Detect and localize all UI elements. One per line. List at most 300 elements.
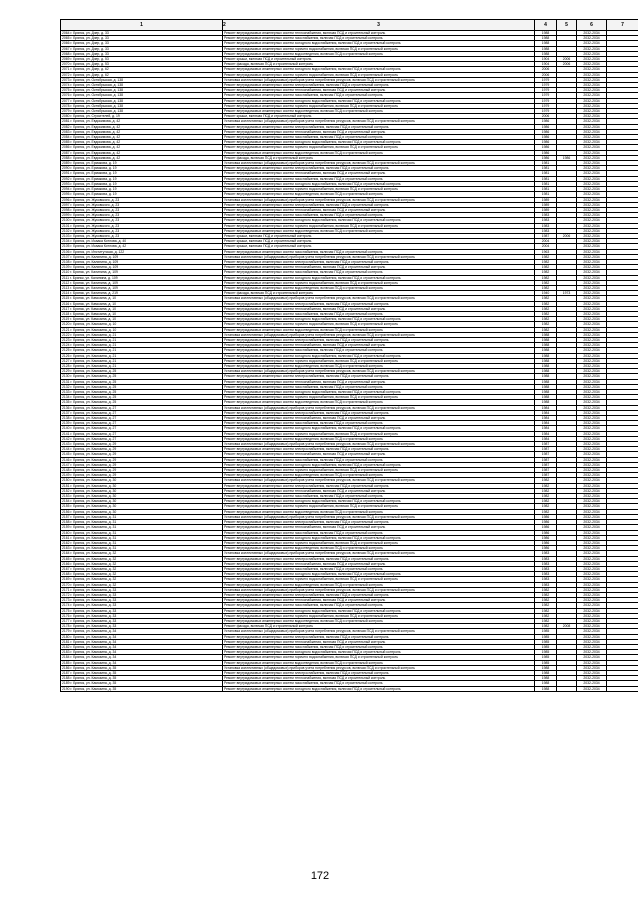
work-type-cell: Ремонт внутридомовых инженерных систем газоснабжения, включая ПСД и строительный контроль <box>223 135 535 140</box>
period-cell: 2032-2034 <box>577 618 607 623</box>
address-text: г. Брянск, ул. Камозина, д. 31 <box>70 525 117 530</box>
period-cell: 2032-2034 <box>577 676 607 681</box>
build-year-cell: 1983 <box>535 582 557 587</box>
row-number: 2088 <box>62 155 70 160</box>
overhaul-year-cell: 1973 <box>557 291 577 296</box>
row-number: 2178 <box>62 624 70 629</box>
work-type-cell: Ремонт внутридомовых инженерных систем электроснабжения, включая ПСД и строительный контроль <box>223 592 535 597</box>
address-text: г. Брянск, ул. Жуковского, д. 23 <box>70 218 120 223</box>
address-text: г. Брянск, ул. Камозина, д. 29 <box>70 452 117 457</box>
address-text: г. Брянск, ул. Камозина, д. 31 <box>70 535 117 540</box>
address-text: г. Брянск, ул. Жуковского, д. 23 <box>70 228 120 233</box>
address-text: г. Брянск, ул. Камозина, д. 25 <box>70 395 117 400</box>
work-type-cell: Ремонт внутридомовых инженерных систем газоснабжения, включая ПСД и строительный контроль <box>223 93 535 98</box>
row-number: 2112 <box>62 280 70 285</box>
period-cell: 2032-2034 <box>577 670 607 675</box>
build-year-cell: 1984 <box>535 436 557 441</box>
period-cell: 2032-2034 <box>577 462 607 467</box>
row-number: 2187 <box>62 670 70 675</box>
address-text: г. Брянск, ул. Дзер, д. 62 <box>70 72 109 77</box>
work-type-cell: Ремонт внутридомовых инженерных систем горячего водоснабжения, включая ПСД и строительный контроль <box>223 540 535 545</box>
row-number: 2103 <box>62 233 70 238</box>
period-cell: 2032-2034 <box>577 322 607 327</box>
build-year-cell: 1986 <box>535 535 557 540</box>
period-cell: 2032-2034 <box>577 202 607 207</box>
build-year-cell: 1982 <box>535 265 557 270</box>
row-number: 2092 <box>62 176 70 181</box>
row-number: 2106 <box>62 249 70 254</box>
row-number: 2123 <box>62 337 70 342</box>
address-text: г. Брянск, ул. Жуковского, д. 23 <box>70 197 120 202</box>
build-year-cell: 1987 <box>535 457 557 462</box>
build-year-cell: 1982 <box>535 317 557 322</box>
build-year-cell: 1979 <box>535 103 557 108</box>
build-year-cell: 1988 <box>535 358 557 363</box>
build-year-cell: 1987 <box>535 468 557 473</box>
address-text: г. Брянск, ул. Камозина, д. 32 <box>70 582 117 587</box>
address-text: г. Брянск, ул. Камозина, д. 33 <box>70 603 117 608</box>
work-type-cell: Ремонт внутридомовых инженерных систем газоснабжения, включая ПСД и строительный контроль <box>223 681 535 686</box>
work-type-cell: Ремонт внутридомовых инженерных систем холодного водоснабжения, включая ПСД и строительный контроль <box>223 499 535 504</box>
table-row <box>61 686 639 691</box>
work-type-cell: Ремонт внутридомовых инженерных систем газоснабжения, включая ПСД и строительный контроль <box>223 311 535 316</box>
period-cell: 2032-2034 <box>577 207 607 212</box>
work-type-cell: Ремонт внутридомовых инженерных систем газоснабжения, включая ПСД и строительный контроль <box>223 494 535 499</box>
row-number: 2070 <box>62 62 70 67</box>
work-type-cell: Ремонт внутридомовых инженерных систем водоотведения, включая ПСД и строительный контроль <box>223 150 535 155</box>
period-cell: 2032-2034 <box>577 660 607 665</box>
build-year-cell: 1983 <box>535 228 557 233</box>
period-cell: 2032-2034 <box>577 145 607 150</box>
period-cell: 2032-2034 <box>577 644 607 649</box>
work-type-cell: Ремонт внутридомовых инженерных систем водоотведения, включая ПСД и строительный контроль <box>223 436 535 441</box>
build-year-cell: 1988 <box>535 379 557 384</box>
work-type-cell: Ремонт крыши, включая ПСД и строительный контроль <box>223 233 535 238</box>
build-year-cell: 1985 <box>535 634 557 639</box>
build-year-cell: 2006 <box>535 72 557 77</box>
work-type-cell: Ремонт внутридомовых инженерных систем теплоснабжения, включая ПСД и строительный контроль <box>223 129 535 134</box>
address-text: г. Брянск, ул. Камозина, д. 35 <box>70 686 117 691</box>
row-number: 2121 <box>62 327 70 332</box>
overhaul-year-cell: 2006 <box>557 57 577 62</box>
build-year-cell: 1988 <box>535 353 557 358</box>
row-number: 2153 <box>62 494 70 499</box>
period-cell: 2032-2034 <box>577 62 607 67</box>
work-type-cell: Ремонт внутридомовых инженерных систем теплоснабжения, включая ПСД и строительный контроль <box>223 561 535 566</box>
row-number: 2154 <box>62 499 70 504</box>
work-type-cell: Ремонт внутридомовых инженерных систем водоотведения, включая ПСД и строительный контроль <box>223 364 535 369</box>
work-type-cell: Ремонт внутридомовых инженерных систем теплоснабжения, включая ПСД и строительный контроль <box>223 31 535 36</box>
row-number: 2185 <box>62 660 70 665</box>
row-number: 2129 <box>62 369 70 374</box>
period-cell: 2032-2034 <box>577 400 607 405</box>
period-cell: 2032-2034 <box>577 483 607 488</box>
address-text: г. Брянск, ул. Октябрьская, д. 138 <box>70 77 124 82</box>
address-text: г. Брянск, ул. Дзер, д. 33 <box>70 31 109 35</box>
work-type-cell: Ремонт внутридомовых инженерных систем водоотведения, включая ПСД и строительный контроль <box>223 400 535 405</box>
address-text: г. Брянск, ул. Калинина, д. 109 <box>70 275 118 280</box>
address-text: г. Брянск, ул. Евдокимова, д. 42 <box>70 145 121 150</box>
row-number: 2093 <box>62 181 70 186</box>
work-type-cell: Ремонт внутридомовых инженерных систем водоотведения, включая ПСД и строительный контроль <box>223 109 535 114</box>
build-year-cell: 1983 <box>535 223 557 228</box>
address-text: г. Брянск, ул. Ермакова, д. 19 <box>70 192 117 197</box>
build-year-cell: 1988 <box>535 348 557 353</box>
build-year-cell: 1982 <box>535 311 557 316</box>
period-cell: 2032-2034 <box>577 540 607 545</box>
work-type-cell: Ремонт внутридомовых инженерных систем водоотведения, включая ПСД и строительный контроль <box>223 51 535 56</box>
work-type-cell: Ремонт внутридомовых инженерных систем холодного водоснабжения, включая ПСД и строительный контроль <box>223 317 535 322</box>
address-text: г. Брянск, ул. Дзер, д. 33 <box>70 51 109 56</box>
row-number: 2155 <box>62 504 70 509</box>
period-cell: 2032-2034 <box>577 624 607 629</box>
row-number: 2148 <box>62 468 70 473</box>
row-number: 2072 <box>62 72 70 77</box>
build-year-cell: 1984 <box>535 421 557 426</box>
row-number: 2107 <box>62 254 70 259</box>
period-cell: 2032-2034 <box>577 374 607 379</box>
work-type-cell: Ремонт внутридомовых инженерных систем теплоснабжения, включая ПСД и строительный контроль <box>223 207 535 212</box>
address-text: г. Брянск, ул. Камозина, д. 33 <box>70 618 117 623</box>
row-number: 2090 <box>62 166 70 171</box>
build-year-cell: 1982 <box>535 598 557 603</box>
build-year-cell: 1982 <box>535 327 557 332</box>
period-cell: 2032-2034 <box>577 124 607 129</box>
address-text: г. Брянск, ул. Камозина, д. 30 <box>70 504 117 509</box>
work-type-cell: Ремонт внутридомовых инженерных систем газоснабжения, включая ПСД и строительный контроль <box>223 36 535 41</box>
period-cell: 2032-2034 <box>577 275 607 280</box>
build-year-cell: 1986 <box>535 525 557 530</box>
build-year-cell: 1982 <box>535 322 557 327</box>
period-cell: 2032-2034 <box>577 452 607 457</box>
work-type-cell: Ремонт внутридомовых инженерных систем теплоснабжения, включая ПСД и строительный контроль <box>223 306 535 311</box>
period-cell: 2032-2034 <box>577 390 607 395</box>
work-type-cell: Ремонт внутридомовых инженерных систем холодного водоснабжения, включая ПСД и строительный контроль <box>223 462 535 467</box>
row-number: 2184 <box>62 655 70 660</box>
build-year-cell: 1940 <box>535 291 557 296</box>
address-text: г. Брянск, ул. Камозина, д. 25 <box>70 390 117 395</box>
build-year-cell: 1981 <box>535 171 557 176</box>
period-cell: 2032-2034 <box>577 72 607 77</box>
period-cell: 2032-2034 <box>577 416 607 421</box>
build-year-cell: 1988 <box>535 384 557 389</box>
build-year-cell: 1981 <box>535 187 557 192</box>
period-cell: 2032-2034 <box>577 520 607 525</box>
build-year-cell: 1984 <box>535 405 557 410</box>
period-cell: 2032-2034 <box>577 311 607 316</box>
build-year-cell: 1981 <box>535 181 557 186</box>
address-text: г. Брянск, ул. Камозина, д. 27 <box>70 416 117 421</box>
build-year-cell: 1988 <box>535 364 557 369</box>
row-number: 2157 <box>62 514 70 519</box>
period-cell: 2032-2034 <box>577 155 607 160</box>
period-cell: 2032-2034 <box>577 530 607 535</box>
address-cell <box>61 686 223 691</box>
address-text: г. Брянск, ул. Камозина, д. 33 <box>70 598 117 603</box>
period-cell: 2032-2034 <box>577 187 607 192</box>
work-type-cell: Ремонт внутридомовых инженерных систем водоотведения, включая ПСД и строительный контроль <box>223 192 535 197</box>
build-year-cell: 1982 <box>535 488 557 493</box>
work-type-cell: Ремонт внутридомовых инженерных систем водоотведения, включая ПСД и строительный контроль <box>223 473 535 478</box>
period-cell: 2032-2034 <box>577 577 607 582</box>
column-header-4: 4 <box>535 20 557 31</box>
address-text: г. Брянск, ул. Камозина, д. 10 <box>70 317 117 322</box>
period-cell: 2032-2034 <box>577 478 607 483</box>
work-type-cell: Установка коллективных (общедомовых) приборов учета потребления ресурсов, включая ПСД и строительный контроль <box>223 254 535 259</box>
work-type-cell: Установка коллективных (общедомовых) приборов учета потребления ресурсов, включая ПСД и строительный контроль <box>223 369 535 374</box>
build-year-cell: 1981 <box>535 192 557 197</box>
work-type-cell: Ремонт внутридомовых инженерных систем горячего водоснабжения, включая ПСД и строительный контроль <box>223 395 535 400</box>
period-cell: 2032-2034 <box>577 468 607 473</box>
row-number: 2108 <box>62 259 70 264</box>
build-year-cell: 1983 <box>535 577 557 582</box>
period-cell: 2032-2034 <box>577 613 607 618</box>
address-text: г. Брянск, ул. Камозина, д. 34 <box>70 634 117 639</box>
build-year-cell: 1988 <box>535 400 557 405</box>
address-text: г. Брянск, ул. Камозина, д. 35 <box>70 670 117 675</box>
work-type-cell: Ремонт фасада, включая ПСД и строительный контроль <box>223 624 535 629</box>
row-number: 2064 <box>62 31 70 35</box>
work-type-cell: Ремонт внутридомовых инженерных систем холодного водоснабжения, включая ПСД и строительный контроль <box>223 686 535 691</box>
row-number: 2066 <box>62 41 70 46</box>
work-type-cell: Ремонт внутридомовых инженерных систем водоотведения, включая ПСД и строительный контроль <box>223 327 535 332</box>
work-type-cell: Ремонт внутридомовых инженерных систем горячего водоснабжения, включая ПСД и строительный контроль <box>223 72 535 77</box>
period-cell: 2032-2034 <box>577 239 607 244</box>
row-number: 2078 <box>62 103 70 108</box>
address-text: г. Брянск, ул. Камозина, д. 33 <box>70 592 117 597</box>
address-text: г. Брянск, ул. Дзер, д. 33 <box>70 46 109 51</box>
work-type-cell: Ремонт внутридомовых инженерных систем газоснабжения, включая ПСД и строительный контроль <box>223 603 535 608</box>
work-type-cell: Установка коллективных (общедомовых) приборов учета потребления ресурсов, включая ПСД и строительный контроль <box>223 296 535 301</box>
period-cell: 2032-2034 <box>577 525 607 530</box>
row-number: 2189 <box>62 681 70 686</box>
address-text: г. Брянск, ул. Дзер, д. 33 <box>70 36 109 41</box>
work-type-cell: Установка коллективных (общедомовых) приборов учета потребления ресурсов, включая ПСД и строительный контроль <box>223 332 535 337</box>
period-cell: 2032-2034 <box>577 98 607 103</box>
row-number: 2133 <box>62 390 70 395</box>
build-year-cell: 1986 <box>535 119 557 124</box>
build-year-cell: 1982 <box>535 483 557 488</box>
period-cell: 2032-2034 <box>577 129 607 134</box>
period-cell: 2032-2034 <box>577 592 607 597</box>
period-cell: 2032-2034 <box>577 31 607 36</box>
period-cell: 2032-2034 <box>577 51 607 56</box>
build-year-cell: 1986 <box>535 530 557 535</box>
period-cell: 2032-2034 <box>577 546 607 551</box>
row-number: 2117 <box>62 306 70 311</box>
address-text: г. Брянск, ул. Жуковского, д. 23 <box>70 213 120 218</box>
period-cell: 2032-2034 <box>577 629 607 634</box>
row-number: 2177 <box>62 618 70 623</box>
row-number: 2126 <box>62 353 70 358</box>
period-cell: 2032-2034 <box>577 327 607 332</box>
row-number: 2173 <box>62 598 70 603</box>
build-year-cell: 1987 <box>535 447 557 452</box>
build-year-cell: 1988 <box>535 31 557 36</box>
row-number: 2085 <box>62 140 70 145</box>
address-text: г. Брянск, ул. Институтская, д. 122 <box>70 249 125 254</box>
work-type-cell: Ремонт внутридомовых инженерных систем электроснабжения, включая ПСД и строительный контроль <box>223 483 535 488</box>
period-cell: 2032-2034 <box>577 509 607 514</box>
period-cell: 2032-2034 <box>577 41 607 46</box>
period-cell: 2032-2034 <box>577 582 607 587</box>
repair-schedule-table <box>60 19 638 692</box>
page-number: 172 <box>310 870 330 882</box>
address-text: г. Брянск, ул. Камозина, д. 25 <box>70 374 117 379</box>
build-year-cell: 1989 <box>535 197 557 202</box>
address-text: г. Брянск, ул. Камозина, д. 27 <box>70 426 117 431</box>
row-number: 2144 <box>62 447 70 452</box>
build-year-cell: 1988 <box>535 36 557 41</box>
period-cell: 2032-2034 <box>577 499 607 504</box>
row-number: 2149 <box>62 473 70 478</box>
row-number: 2156 <box>62 509 70 514</box>
overhaul-year-cell <box>557 686 577 691</box>
work-type-cell: Ремонт внутридомовых инженерных систем электроснабжения, включая ПСД и строительный контроль <box>223 337 535 342</box>
period-cell: 2032-2034 <box>577 488 607 493</box>
row-number: 2127 <box>62 358 70 363</box>
build-year-cell: 1988 <box>535 41 557 46</box>
period-cell: 2032-2034 <box>577 332 607 337</box>
work-type-cell: Установка коллективных (общедомовых) приборов учета потребления ресурсов, включая ПСД и строительный контроль <box>223 442 535 447</box>
address-text: г. Брянск, ул. Камозина, д. 34 <box>70 639 117 644</box>
address-text: г. Брянск, ул. Камозина, д. 21 <box>70 348 117 353</box>
row-number: 2139 <box>62 421 70 426</box>
address-text: г. Брянск, ул. Строителей, д. 19 <box>70 114 120 119</box>
build-year-cell: 1982 <box>535 259 557 264</box>
work-type-cell: Ремонт внутридомовых инженерных систем горячего водоснабжения, включая ПСД и строительный контроль <box>223 322 535 327</box>
period-cell: 2032-2034 <box>577 218 607 223</box>
build-year-cell: 1983 <box>535 556 557 561</box>
address-text: г. Брянск, ул. Камозина, д. 31 <box>70 546 117 551</box>
period-cell: 2032-2034 <box>577 337 607 342</box>
address-text: г. Брянск, ул. Дзер, д. 53 <box>70 57 109 62</box>
work-type-cell: Ремонт внутридомовых инженерных систем теплоснабжения, включая ПСД и строительный контроль <box>223 265 535 270</box>
period-cell: 2032-2034 <box>577 639 607 644</box>
address-text: г. Брянск, ул. Ермакова, д. 19 <box>70 187 117 192</box>
work-type-cell: Установка коллективных (общедомовых) приборов учета потребления ресурсов, включая ПСД и строительный контроль <box>223 478 535 483</box>
period-cell: 2032-2034 <box>577 270 607 275</box>
row-number: 2171 <box>62 587 70 592</box>
build-year-cell: 1988 <box>535 51 557 56</box>
row-number: 2162 <box>62 540 70 545</box>
build-year-cell: 1986 <box>535 520 557 525</box>
work-type-cell: Ремонт внутридомовых инженерных систем горячего водоснабжения, включая ПСД и строительный контроль <box>223 431 535 436</box>
period-cell: 2032-2034 <box>577 233 607 238</box>
build-year-cell: 1984 <box>535 431 557 436</box>
address-text: г. Брянск, ул. Камозина, д. 30 <box>70 494 117 499</box>
header-row <box>61 20 639 31</box>
address-text: г. Брянск, ул. Камозина, д. 32 <box>70 561 117 566</box>
row-number: 2099 <box>62 213 70 218</box>
build-year-cell: 1981 <box>535 166 557 171</box>
address-text: г. Брянск, ул. Камозина, д. 32 <box>70 572 117 577</box>
row-number: 2131 <box>62 379 70 384</box>
period-cell: 2032-2034 <box>577 285 607 290</box>
row-number: 2176 <box>62 613 70 618</box>
build-year-cell: 1986 <box>535 129 557 134</box>
address-text: г. Брянск, ул. Камозина, д. 32 <box>70 551 117 556</box>
work-type-cell: Ремонт внутридомовых инженерных систем горячего водоснабжения, включая ПСД и строительный контроль <box>223 280 535 285</box>
work-type-cell: Ремонт внутридомовых инженерных систем теплоснабжения, включая ПСД и строительный контроль <box>223 488 535 493</box>
work-type-cell: Ремонт внутридомовых инженерных систем газоснабжения, включая ПСД и строительный контроль <box>223 176 535 181</box>
build-year-cell: 1982 <box>535 270 557 275</box>
work-type-cell: Установка коллективных (общедомовых) приборов учета потребления ресурсов, включая ПСД и строительный контроль <box>223 551 535 556</box>
period-cell: 2032-2034 <box>577 442 607 447</box>
row-number: 2134 <box>62 395 70 400</box>
row-number: 2135 <box>62 400 70 405</box>
row-number: 2186 <box>62 665 70 670</box>
row-number: 2113 <box>62 285 70 290</box>
build-year-cell: 1988 <box>535 343 557 348</box>
address-text: г. Брянск, ул. Камозина, д. 27 <box>70 405 117 410</box>
build-year-cell: 1982 <box>535 587 557 592</box>
row-number: 2130 <box>62 374 70 379</box>
build-year-cell: 1988 <box>535 681 557 686</box>
address-text: г. Брянск, ул. Камозина, д. 31 <box>70 514 117 519</box>
address-text: г. Брянск, ул. Калинина, д. 109 <box>70 254 119 259</box>
work-type-cell: Ремонт внутридомовых инженерных систем горячего водоснабжения, включая ПСД и строительный контроль <box>223 655 535 660</box>
period-cell: 2032-2034 <box>577 369 607 374</box>
build-year-cell: 1988 <box>535 686 557 691</box>
build-year-cell: 1985 <box>535 655 557 660</box>
address-text: г. Брянск, ул. Камозина, д. 10 <box>70 311 117 316</box>
period-cell: 2032-2034 <box>577 57 607 62</box>
period-cell: 2032-2034 <box>577 166 607 171</box>
build-year-cell: 1983 <box>535 551 557 556</box>
address-text: г. Брянск, ул. Камозина, д. 10 <box>70 301 117 306</box>
build-year-cell: 1986 <box>535 546 557 551</box>
work-type-cell: Ремонт внутридомовых инженерных систем водоотведения, включая ПСД и строительный контроль <box>223 285 535 290</box>
address-text: г. Брянск, ул. Дзер, д. 62 <box>70 67 109 72</box>
row-number: 2128 <box>62 364 70 368</box>
row-number: 2141 <box>62 431 70 436</box>
period-cell: 2032-2034 <box>577 410 607 415</box>
build-year-cell: 1983 <box>535 213 557 218</box>
row-number: 2136 <box>62 405 70 410</box>
address-text: г. Брянск, ул. Камозина, д. 25 <box>70 400 117 405</box>
address-text: г. Брянск, ул. Калинина, д. 109 <box>70 259 119 264</box>
period-cell: 2032-2034 <box>577 494 607 499</box>
period-cell: 2032-2034 <box>577 150 607 155</box>
build-year-cell: 1904 <box>535 62 557 67</box>
work-type-cell: Ремонт внутридомовых инженерных систем газоснабжения, включая ПСД и строительный контроль <box>223 384 535 389</box>
build-year-cell: 1986 <box>535 140 557 145</box>
table-body <box>61 31 639 692</box>
address-text: г. Брянск, ул. Исаака Котлова, д. 40 <box>70 239 127 244</box>
work-type-cell: Ремонт внутридомовых инженерных систем водоотведения, включая ПСД и строительный контроль <box>223 228 535 233</box>
work-type-cell: Ремонт фасада, включая ПСД и строительный контроль <box>223 291 535 296</box>
address-text: г. Брянск, ул. Евдокимова, д. 42 <box>70 150 121 155</box>
address-text: г. Брянск, ул. Камозина, д. 30 <box>70 483 117 488</box>
period-cell: 2032-2034 <box>577 650 607 655</box>
work-type-cell: Ремонт внутридомовых инженерных систем горячего водоснабжения, включая ПСД и строительный контроль <box>223 187 535 192</box>
work-type-cell: Ремонт внутридомовых инженерных систем горячего водоснабжения, включая ПСД и строительный контроль <box>223 504 535 509</box>
period-cell: 2032-2034 <box>577 119 607 124</box>
period-cell: 2032-2034 <box>577 103 607 108</box>
address-text: г. Брянск, ул. Камозина, д. 35 <box>70 681 117 686</box>
build-year-cell: 2006 <box>535 67 557 72</box>
work-type-cell: Установка коллективных (общедомовых) приборов учета потребления ресурсов, включая ПСД и строительный контроль <box>223 161 535 166</box>
period-cell: 2032-2034 <box>577 447 607 452</box>
row-number: 2110 <box>62 270 70 275</box>
period-cell: 2032-2034 <box>577 259 607 264</box>
period-cell: 2032-2034 <box>577 192 607 197</box>
work-type-cell: Ремонт внутридомовых инженерных систем теплоснабжения, включая ПСД и строительный контроль <box>223 379 535 384</box>
period-cell: 2032-2034 <box>577 395 607 400</box>
row-number: 2181 <box>62 639 70 644</box>
period-cell: 2032-2034 <box>577 665 607 670</box>
